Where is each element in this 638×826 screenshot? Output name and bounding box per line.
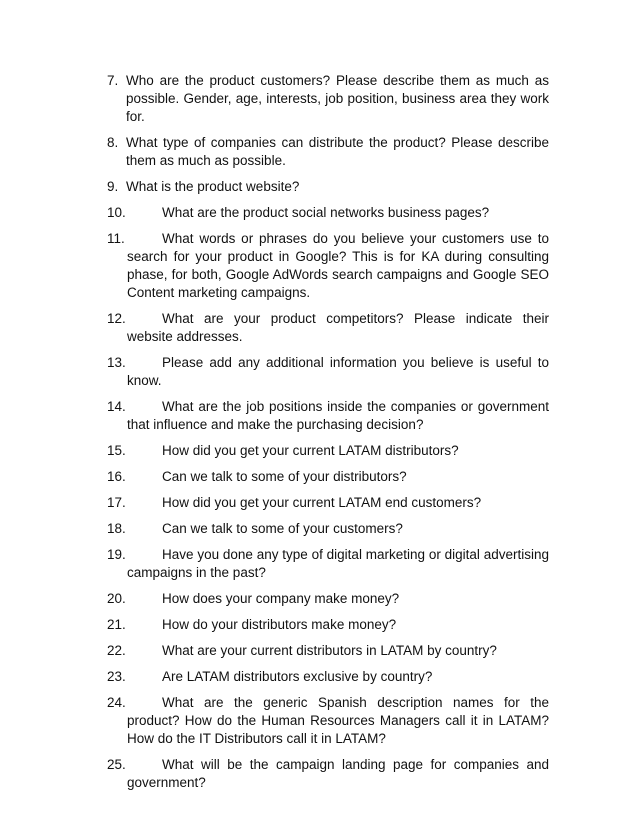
- list-item: [107, 468, 549, 486]
- list-item: [107, 590, 549, 608]
- list-item: [107, 204, 549, 222]
- item-text: What is the product website?: [126, 179, 300, 194]
- item-number: 23.: [107, 669, 126, 684]
- item-number: 17.: [107, 495, 126, 510]
- item-number: 9.: [107, 179, 119, 194]
- list-item: [107, 494, 549, 512]
- list-item: [107, 546, 549, 582]
- list-item: [107, 398, 549, 434]
- item-text: What type of companies can distribute the product? Please describe them as much as possible.: [126, 135, 549, 168]
- item-number: 14.: [107, 399, 126, 414]
- item-number: 16.: [107, 469, 126, 484]
- item-number: 18.: [107, 521, 126, 536]
- item-text: Who are the product customers? Please describe them as much as possible. Gender, age, interests, job position, business area they work for.: [126, 73, 549, 124]
- list-item: [107, 230, 549, 302]
- item-number: 12.: [107, 311, 126, 326]
- item-text: What words or phrases do you believe your customers use to search for your product in Google? This is for KA during consulting phase, for both, Google AdWords search campaigns and Google SEO Content marketing campaigns.: [127, 231, 549, 300]
- item-number: 22.: [107, 643, 126, 658]
- item-text: Can we talk to some of your distributors?: [162, 469, 407, 484]
- list-item: [107, 616, 549, 634]
- item-text: Please add any additional information you believe is useful to know.: [127, 355, 549, 388]
- list-item: [107, 354, 549, 390]
- list-item: [107, 178, 549, 196]
- list-item: [107, 310, 549, 346]
- item-number: 20.: [107, 591, 126, 606]
- item-text: How did you get your current LATAM distributors?: [162, 443, 459, 458]
- item-number: 25.: [107, 757, 126, 772]
- item-text: What are the generic Spanish description names for the product? How do the Human Resources Managers call it in LATAM? How do the IT Distributors call it in LATAM?: [127, 695, 549, 746]
- item-number: 13.: [107, 355, 126, 370]
- list-item: [107, 134, 549, 170]
- question-list: [107, 72, 549, 800]
- item-number: 10.: [107, 205, 126, 220]
- item-number: 8.: [107, 135, 119, 150]
- item-text: What are the product social networks business pages?: [162, 205, 490, 220]
- item-text: Can we talk to some of your customers?: [162, 521, 403, 536]
- item-number: 15.: [107, 443, 126, 458]
- item-text: How did you get your current LATAM end customers?: [162, 495, 482, 510]
- list-item: [107, 756, 549, 792]
- item-text: How does your company make money?: [162, 591, 400, 606]
- item-text: What will be the campaign landing page for companies and government?: [127, 757, 549, 790]
- item-number: 7.: [107, 73, 119, 88]
- item-text: Are LATAM distributors exclusive by country?: [162, 669, 433, 684]
- item-text: How do your distributors make money?: [162, 617, 397, 632]
- list-item: [107, 694, 549, 748]
- item-text: Have you done any type of digital marketing or digital advertising campaigns in the past?: [127, 547, 549, 580]
- item-text: What are the job positions inside the companies or government that influence and make the purchasing decision?: [127, 399, 549, 432]
- item-number: 24.: [107, 695, 126, 710]
- item-text: What are your product competitors? Please indicate their website addresses.: [127, 311, 549, 344]
- list-item: [107, 520, 549, 538]
- item-text: What are your current distributors in LATAM by country?: [162, 643, 497, 658]
- item-number: 19.: [107, 547, 126, 562]
- list-item: [107, 442, 549, 460]
- list-item: [107, 72, 549, 126]
- item-number: 11.: [107, 231, 125, 246]
- list-item: [107, 668, 549, 686]
- item-number: 21.: [107, 617, 126, 632]
- list-item: [107, 642, 549, 660]
